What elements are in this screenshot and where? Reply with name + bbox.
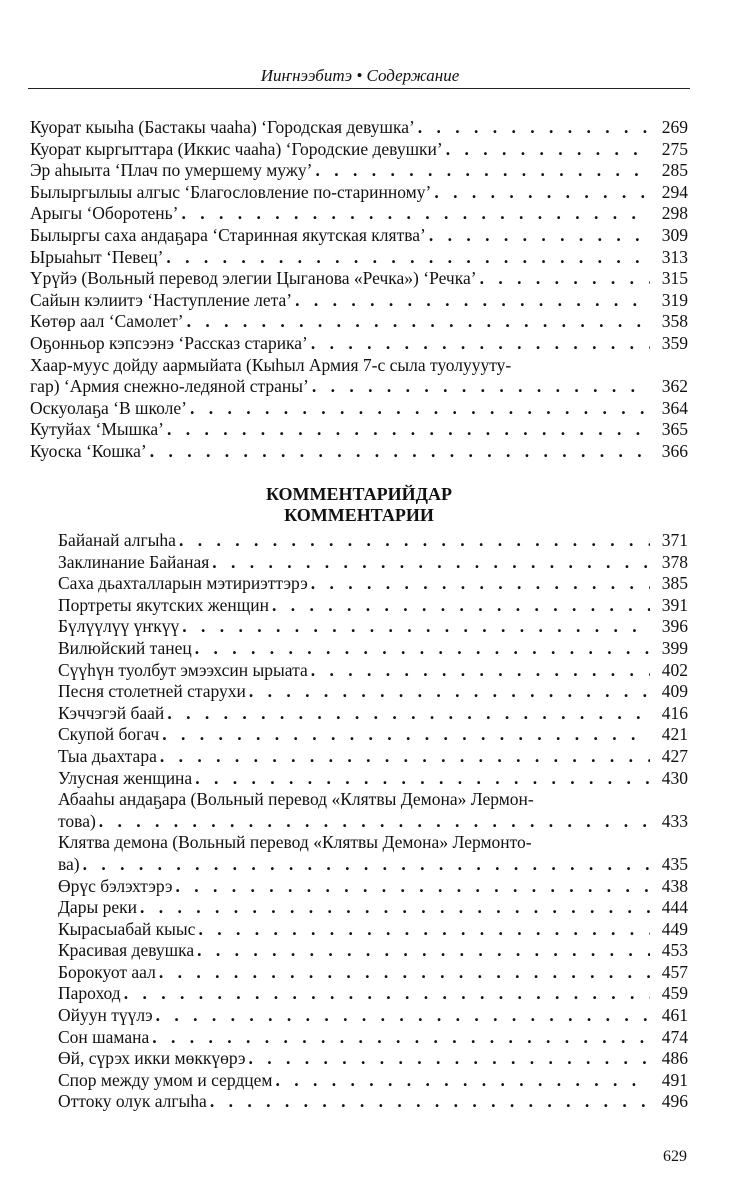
toc-entry-title: Скупой богач xyxy=(58,724,160,745)
toc-entry-row xyxy=(58,1070,688,1092)
header-rule xyxy=(28,88,690,89)
toc-entry-row xyxy=(58,1048,688,1070)
page-number: 629 xyxy=(663,1148,687,1165)
dot-leader xyxy=(434,182,650,204)
toc-entry-row xyxy=(58,983,688,1005)
dot-leader xyxy=(140,897,650,919)
dot-leader xyxy=(418,117,650,139)
toc-entry-title: Өрүс бэлэхтэрэ xyxy=(58,875,173,896)
dot-leader xyxy=(210,1091,650,1113)
dot-leader xyxy=(311,333,650,355)
toc-entry-title: Өй, сүрэх икки мөккүөрэ xyxy=(58,1048,246,1069)
toc-entry xyxy=(58,724,688,746)
dot-leader xyxy=(166,247,650,269)
toc-entry-page: 459 xyxy=(661,983,688,1004)
toc-entry xyxy=(30,268,688,290)
toc-entry-row xyxy=(30,160,688,182)
toc-entry xyxy=(30,247,688,269)
toc-entry xyxy=(58,919,688,941)
toc-entry xyxy=(30,225,688,247)
toc-entry-title: Куорат кыргыттара (Иккис чааһа) ‘Городские девушки’ xyxy=(30,138,443,159)
toc-entry-title: Оскуолаҕа ‘В школе’ xyxy=(30,397,187,418)
toc-entry-title: Пароход xyxy=(58,983,121,1004)
toc-entry-page: 371 xyxy=(661,530,688,550)
toc-entry-title: Оттоку олук алгыһа xyxy=(58,1091,207,1112)
toc-entry-row xyxy=(30,398,688,420)
dot-leader xyxy=(195,768,650,790)
toc-entry-page: 294 xyxy=(661,181,688,202)
toc-entry-row xyxy=(58,811,688,833)
toc-entry xyxy=(30,139,688,161)
toc-entry-title: Борокуот аал xyxy=(58,961,156,982)
toc-entry-row xyxy=(30,247,688,269)
toc-entry xyxy=(58,768,688,790)
toc-entry xyxy=(58,552,688,574)
dot-leader xyxy=(198,919,650,941)
toc-entry xyxy=(58,616,688,638)
toc-entry xyxy=(58,1048,688,1070)
toc-entry-row xyxy=(58,854,688,876)
dot-leader xyxy=(311,660,650,682)
dot-leader xyxy=(167,703,650,725)
toc-entry-page: 421 xyxy=(661,724,688,745)
toc-entry-page: 275 xyxy=(661,138,688,159)
toc-entry-page: 358 xyxy=(661,311,688,332)
toc-entry-title: Вилюйский танец xyxy=(58,637,192,658)
toc-entry-title: Көтөр аал ‘Самолет’ xyxy=(30,311,184,332)
dot-leader xyxy=(176,876,650,898)
toc-entry xyxy=(30,441,688,463)
toc-entry-page: 365 xyxy=(661,419,688,440)
toc-entry xyxy=(58,789,688,832)
toc-entry xyxy=(58,638,688,660)
dot-leader xyxy=(249,1048,650,1070)
toc-entry-row xyxy=(58,660,688,682)
dot-leader xyxy=(182,616,650,638)
toc-entry-title: Үрүйэ (Вольный перевод элегии Цыганова «Речка») ‘Речка’ xyxy=(30,268,477,289)
toc-entry-page: 453 xyxy=(661,940,688,961)
toc-entry xyxy=(30,333,688,355)
dot-leader xyxy=(124,983,650,1005)
toc-entry-row xyxy=(30,117,688,139)
toc-entry-row xyxy=(30,203,688,225)
toc-entry-page: 399 xyxy=(661,637,688,658)
toc-entry xyxy=(30,182,688,204)
dot-leader xyxy=(275,1070,650,1092)
toc-entry-row xyxy=(30,311,688,333)
toc-entry-page: 298 xyxy=(661,203,688,224)
toc-entry-title: Кэччэгэй баай xyxy=(58,702,165,723)
toc-entry-row xyxy=(30,333,688,355)
toc-entry xyxy=(58,681,688,703)
toc-entry-title: Бүлүүлүү үҥкүү xyxy=(58,616,180,637)
toc-entry-title: гар) ‘Армия снежно-ледяной страны’ xyxy=(30,376,309,397)
toc-entry-row xyxy=(30,376,688,398)
toc-entry-page: 378 xyxy=(661,551,688,572)
toc-entry-page: 449 xyxy=(661,918,688,939)
dot-leader xyxy=(83,854,650,876)
dot-leader xyxy=(181,203,650,225)
toc-entry-row xyxy=(58,703,688,725)
toc-entry-page: 319 xyxy=(661,289,688,310)
toc-entry xyxy=(58,1091,688,1113)
toc-entry xyxy=(58,746,688,768)
dot-leader xyxy=(162,724,650,746)
toc-entry-title: Эр аһыыта ‘Плач по умершему мужу’ xyxy=(30,160,313,181)
toc-entry xyxy=(30,398,688,420)
dot-leader xyxy=(197,940,650,962)
toc-entry-row xyxy=(58,530,688,552)
dot-leader xyxy=(315,160,650,182)
toc-entry-page: 491 xyxy=(661,1069,688,1090)
dot-leader xyxy=(195,638,650,660)
dot-leader xyxy=(295,290,650,312)
toc-entry-title: Портреты якутских женщин xyxy=(58,594,269,615)
toc-entry-page: 269 xyxy=(661,117,688,137)
toc-entry xyxy=(58,983,688,1005)
toc-entry-title: Сүүһүн туолбут эмээхсин ырыата xyxy=(58,659,308,680)
toc-entry-title: ва) xyxy=(58,853,80,874)
dot-leader xyxy=(190,398,650,420)
toc-entry xyxy=(58,1070,688,1092)
toc-entry-page: 359 xyxy=(661,332,688,353)
toc-entry-title: Сайын кэлиитэ ‘Наступление лета’ xyxy=(30,289,293,310)
toc-entry-row xyxy=(30,268,688,290)
toc-entry-page: 461 xyxy=(661,1005,688,1026)
toc-entry-page: 486 xyxy=(661,1048,688,1069)
dot-leader xyxy=(152,1027,650,1049)
toc-entry xyxy=(58,1005,688,1027)
toc-entry-title: Куоска ‘Кошка’ xyxy=(30,440,147,461)
toc-entry-title: Ырыаһыт ‘Певец’ xyxy=(30,246,164,267)
toc-entry-title: Тыа дьахтара xyxy=(58,745,157,766)
toc-entry-row xyxy=(58,1091,688,1113)
toc-entry xyxy=(58,962,688,984)
toc-entry-row xyxy=(58,616,688,638)
dot-leader xyxy=(159,962,650,984)
toc-entry xyxy=(58,897,688,919)
toc-entry xyxy=(58,660,688,682)
toc-entry-title: Сон шамана xyxy=(58,1026,150,1047)
toc-entry-title: Саха дьахталларын мэтириэттэрэ xyxy=(58,573,308,594)
toc-entry-row xyxy=(58,1027,688,1049)
dot-leader xyxy=(156,1005,650,1027)
toc-entry-title: Песня столетней старухи xyxy=(58,681,246,702)
toc-entry-title: Дары реки xyxy=(58,897,137,918)
toc-entry-page: 313 xyxy=(661,246,688,267)
toc-entry-page: 409 xyxy=(661,681,688,702)
toc-entry xyxy=(30,311,688,333)
toc-entry-title: Оҕонньор кэпсээнэ ‘Рассказ старика’ xyxy=(30,332,308,353)
dot-leader xyxy=(150,441,650,463)
section-heading-yakut: КОММЕНТАРИЙДАР xyxy=(265,484,453,504)
dot-leader xyxy=(480,268,650,290)
running-head: Ииҥнээбитэ • Содержание xyxy=(260,66,460,85)
toc-entry-title: Улусная женщина xyxy=(58,767,193,788)
toc-entry-row xyxy=(58,724,688,746)
toc-entry-row xyxy=(58,1005,688,1027)
toc-entry xyxy=(30,355,688,398)
toc-entry xyxy=(58,595,688,617)
dot-leader xyxy=(312,376,650,398)
toc-entry xyxy=(30,290,688,312)
toc-entry-row xyxy=(30,290,688,312)
toc-entry-page: 457 xyxy=(661,961,688,982)
dot-leader xyxy=(249,681,650,703)
toc-entry-page: 385 xyxy=(661,573,688,594)
toc-entry xyxy=(58,1027,688,1049)
toc-entry-page: 364 xyxy=(661,397,688,418)
toc-entry-row xyxy=(58,552,688,574)
toc-entry-row xyxy=(58,919,688,941)
toc-entry xyxy=(58,530,688,552)
toc-entry-title: Былыргы саха андаҕара ‘Старинная якутская клятва’ xyxy=(30,224,426,245)
toc-entry-page: 496 xyxy=(661,1091,688,1112)
toc-entry-row xyxy=(58,897,688,919)
toc-entry-page: 362 xyxy=(661,376,688,397)
dot-leader xyxy=(187,311,650,333)
toc-entry-row xyxy=(30,419,688,441)
toc-entry-page: 444 xyxy=(661,897,688,918)
toc-entry-page: 391 xyxy=(661,594,688,615)
toc-entry-row xyxy=(58,876,688,898)
toc-entry-title: Кутуйах ‘Мышка’ xyxy=(30,419,164,440)
dot-leader xyxy=(429,225,650,247)
toc-entry-row xyxy=(58,638,688,660)
toc-entry-page: 396 xyxy=(661,616,688,637)
dot-leader xyxy=(311,573,650,595)
toc-entry-row xyxy=(30,225,688,247)
toc-entry-row xyxy=(58,573,688,595)
toc-entry-page: 416 xyxy=(661,702,688,723)
dot-leader xyxy=(99,811,650,833)
toc-entry xyxy=(58,703,688,725)
toc-entry-row xyxy=(58,768,688,790)
toc-entry-title-line1: Клятва демона (Вольный перевод «Клятвы Демона» Лермонто- xyxy=(58,832,532,853)
toc-entry-page: 427 xyxy=(661,745,688,766)
toc-entry-row xyxy=(30,441,688,463)
toc-entry-title: Кырасыабай кыыс xyxy=(58,918,196,939)
toc-entry-page: 285 xyxy=(661,160,688,181)
toc-list-poems xyxy=(30,117,688,463)
toc-entry-title-line1: Хаар-муус дойду аармыйата (Кыһыл Армия 7-с сыла туолуууту- xyxy=(30,354,512,375)
toc-entry xyxy=(58,876,688,898)
dot-leader xyxy=(272,595,650,617)
toc-entry-page: 430 xyxy=(661,767,688,788)
toc-entry-row xyxy=(58,595,688,617)
toc-entry xyxy=(30,117,688,139)
dot-leader xyxy=(179,530,650,552)
dot-leader xyxy=(167,419,650,441)
dot-leader xyxy=(446,139,650,161)
dot-leader xyxy=(212,552,650,574)
toc-entry-page: 474 xyxy=(661,1026,688,1047)
toc-entry-title: Спор между умом и сердцем xyxy=(58,1069,273,1090)
toc-entry-page: 435 xyxy=(661,853,688,874)
dot-leader xyxy=(160,746,650,768)
toc-entry-title: това) xyxy=(58,810,96,831)
toc-entry xyxy=(58,940,688,962)
toc-entry xyxy=(30,160,688,182)
toc-entry-title: Красивая девушка xyxy=(58,940,195,961)
toc-entry-row xyxy=(58,940,688,962)
toc-entry-row xyxy=(58,962,688,984)
toc-entry-page: 402 xyxy=(661,659,688,680)
toc-entry-page: 433 xyxy=(661,810,688,831)
toc-entry-title: Заклинание Байаная xyxy=(58,551,210,572)
toc-entry-title: Байанай алгыһа xyxy=(58,530,176,550)
section-heading xyxy=(30,484,688,526)
toc-entry-row xyxy=(30,182,688,204)
toc-entry-page: 366 xyxy=(661,440,688,461)
toc-entry-row xyxy=(30,139,688,161)
toc-entry-page: 309 xyxy=(661,224,688,245)
toc-entry-title: Былыргылыы алгыс ‘Благословление по-старинному’ xyxy=(30,181,432,202)
toc-entry-row xyxy=(58,746,688,768)
toc-entry xyxy=(58,573,688,595)
toc-entry-title: Куорат кыыһа (Бастакы чааһа) ‘Городская девушка’ xyxy=(30,117,415,137)
toc-entry-page: 438 xyxy=(661,875,688,896)
toc-entry xyxy=(58,832,688,875)
toc-entry-title: Ойуун түүлэ xyxy=(58,1005,153,1026)
toc-entry xyxy=(30,419,688,441)
toc-list-comments xyxy=(58,530,688,1113)
section-heading-russian: КОММЕНТАРИИ xyxy=(284,505,434,525)
toc-entry xyxy=(30,203,688,225)
toc-entry-title: Арыгы ‘Оборотень’ xyxy=(30,203,179,224)
toc-entry-page: 315 xyxy=(661,268,688,289)
toc-entry-title-line1: Абааһы андаҕара (Вольный перевод «Клятвы Демона» Лермон- xyxy=(58,789,534,810)
toc-entry-row xyxy=(58,681,688,703)
